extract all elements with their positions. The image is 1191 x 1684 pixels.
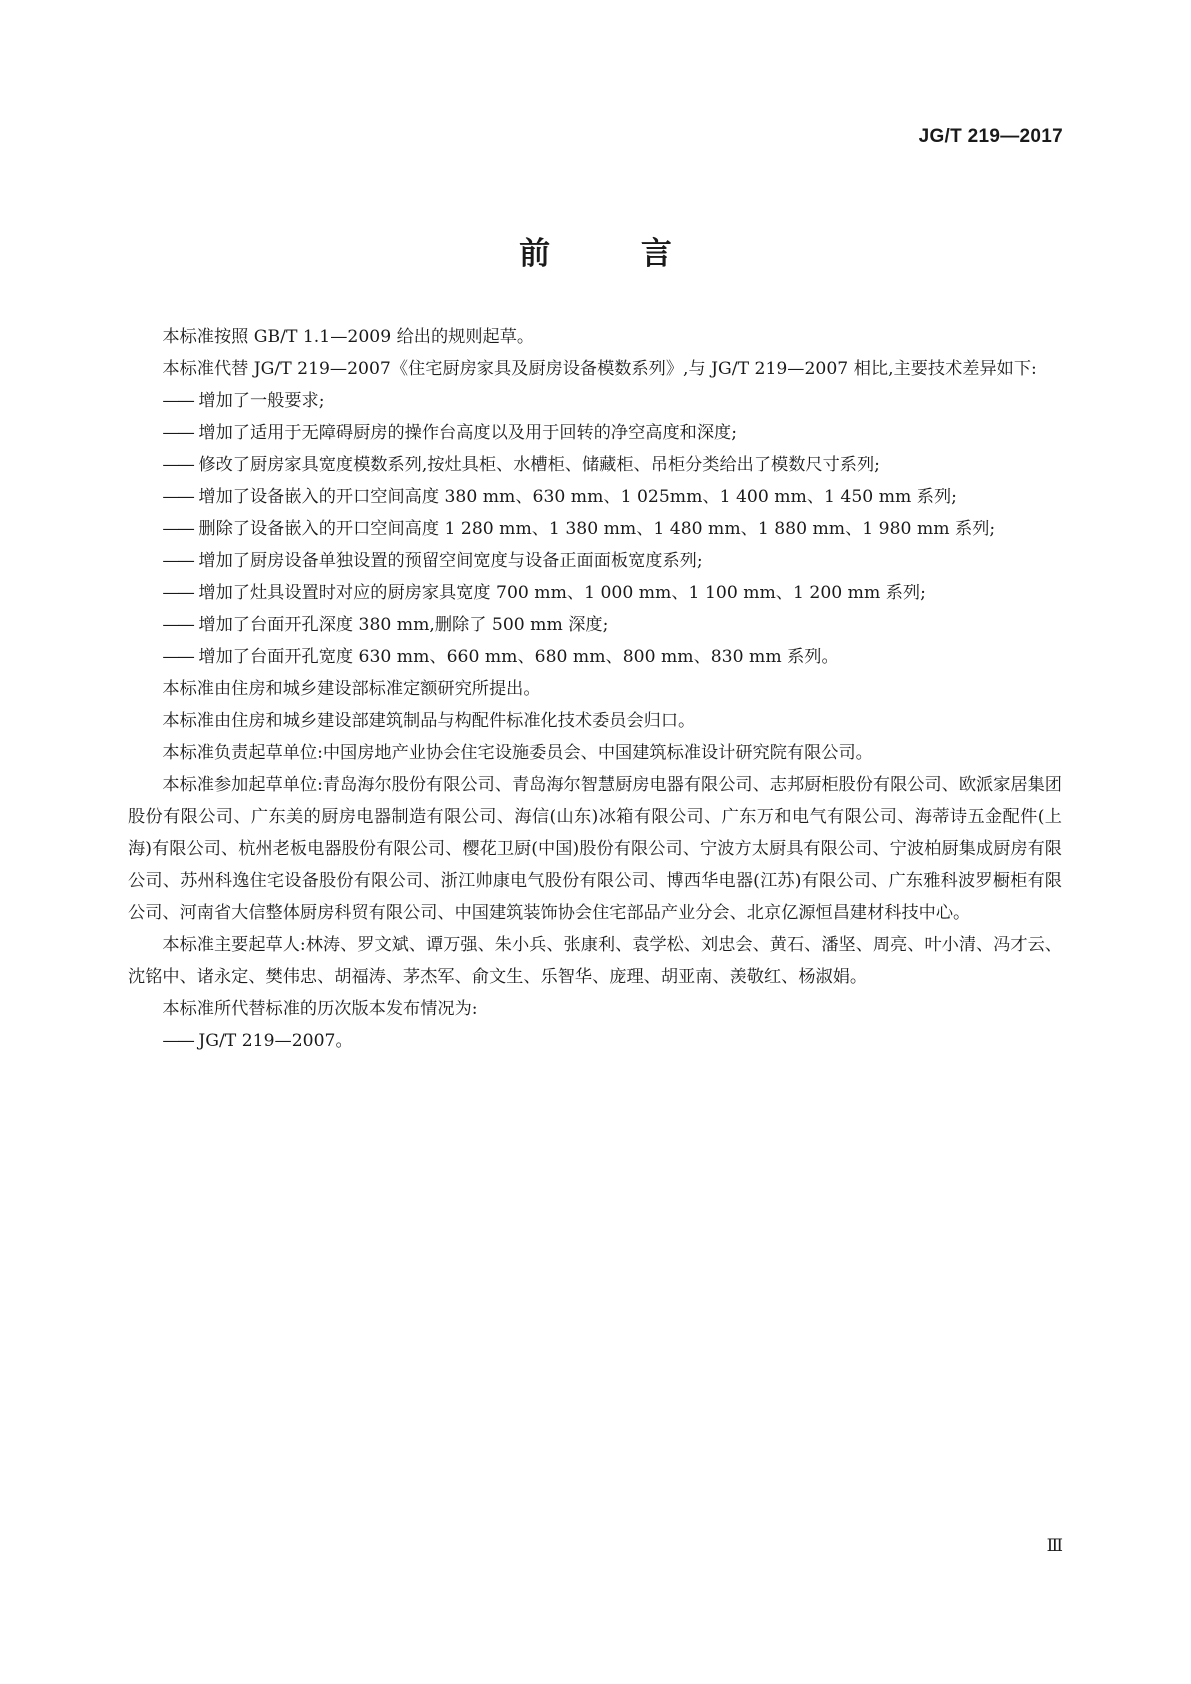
dash-marker: —— bbox=[162, 423, 193, 443]
dash-marker: —— bbox=[162, 391, 193, 411]
change-text: 增加了适用于无障碍厨房的操作台高度以及用于回转的净空高度和深度; bbox=[198, 423, 737, 443]
dash-marker: —— bbox=[162, 647, 193, 667]
change-text: 增加了台面开孔宽度 630 mm、660 mm、680 mm、800 mm、830 mm 系列。 bbox=[198, 647, 839, 667]
dash-marker: —— bbox=[162, 455, 193, 475]
paragraph-participating-drafters: 本标准参加起草单位:青岛海尔股份有限公司、青岛海尔智慧厨房电器有限公司、志邦厨柜股份有限公司、欧派家居集团股份有限公司、广东美的厨房电器制造有限公司、海信(山东)冰箱有限公司、广东万和电气有限公司、海蒂诗五金配件(上海)有限公司、杭州老板电器股份有限公司、樱花卫厨(中国)股份有限公司、宁波方太厨具有限公司、宁波柏厨集成厨房有限公司、苏州科逸住宅设备股份有限公司、浙江帅康电气股份有限公司、博西华电器(江苏)有限公司、广东雅科波罗橱柜有限公司、河南省大信整体厨房科贸有限公司、中国建筑装饰协会住宅部品产业分会、北京亿源恒昌建材科技中心。 bbox=[128, 775, 1062, 923]
history-text: JG/T 219—2007。 bbox=[198, 1031, 353, 1051]
paragraph-proposer: 本标准由住房和城乡建设部标准定额研究所提出。 bbox=[162, 679, 541, 699]
paragraph-main-drafters: 本标准主要起草人:林涛、罗文斌、谭万强、朱小兵、张康利、袁学松、刘忠会、黄石、潘坚、周亮、叶小清、冯才云、沈铭中、诸永定、樊伟忠、胡福涛、茅杰军、俞文生、乐智华、庞理、胡亚南、羡敬红、杨淑娟。 bbox=[128, 935, 1062, 987]
paragraph-replacement: 本标准代替 JG/T 219—2007《住宅厨房家具及厨房设备模数系列》,与 JG/T 219—2007 相比,主要技术差异如下: bbox=[162, 359, 1037, 379]
paragraph-administrator: 本标准由住房和城乡建设部建筑制品与构配件标准化技术委员会归口。 bbox=[162, 711, 696, 731]
dash-marker: —— bbox=[162, 1031, 193, 1051]
list-item bbox=[128, 513, 1062, 545]
standard-code: JG/T 219—2017 bbox=[918, 126, 1063, 147]
change-text: 增加了厨房设备单独设置的预留空间宽度与设备正面面板宽度系列; bbox=[198, 551, 703, 571]
change-text: 增加了台面开孔深度 380 mm,删除了 500 mm 深度; bbox=[198, 615, 609, 635]
change-text: 删除了设备嵌入的开口空间高度 1 280 mm、1 380 mm、1 480 mm、1 880 mm、1 980 mm 系列; bbox=[198, 519, 996, 539]
foreword-body bbox=[128, 321, 1062, 1057]
page-title: 前 言 bbox=[519, 236, 712, 272]
list-item bbox=[128, 1025, 1062, 1057]
list-item bbox=[128, 609, 1062, 641]
list-item bbox=[128, 641, 1062, 673]
list-item bbox=[128, 577, 1062, 609]
page-number: Ⅲ bbox=[1046, 1536, 1063, 1556]
paragraph-history-intro: 本标准所代替标准的历次版本发布情况为: bbox=[162, 999, 478, 1019]
change-text: 增加了灶具设置时对应的厨房家具宽度 700 mm、1 000 mm、1 100 mm、1 200 mm 系列; bbox=[198, 583, 926, 603]
dash-marker: —— bbox=[162, 487, 193, 507]
paragraph-lead-drafters: 本标准负责起草单位:中国房地产业协会住宅设施委员会、中国建筑标准设计研究院有限公司。 bbox=[162, 743, 873, 763]
list-item bbox=[128, 545, 1062, 577]
change-text: 修改了厨房家具宽度模数系列,按灶具柜、水槽柜、储藏柜、吊柜分类给出了模数尺寸系列; bbox=[198, 455, 880, 475]
dash-marker: —— bbox=[162, 583, 193, 603]
paragraph-drafting-rules: 本标准按照 GB/T 1.1—2009 给出的规则起草。 bbox=[162, 327, 535, 347]
dash-marker: —— bbox=[162, 551, 193, 571]
list-item bbox=[128, 385, 1062, 417]
list-item bbox=[128, 417, 1062, 449]
change-text: 增加了设备嵌入的开口空间高度 380 mm、630 mm、1 025mm、1 400 mm、1 450 mm 系列; bbox=[198, 487, 957, 507]
list-item bbox=[128, 481, 1062, 513]
list-item bbox=[128, 449, 1062, 481]
change-text: 增加了一般要求; bbox=[198, 391, 325, 411]
dash-marker: —— bbox=[162, 519, 193, 539]
dash-marker: —— bbox=[162, 615, 193, 635]
